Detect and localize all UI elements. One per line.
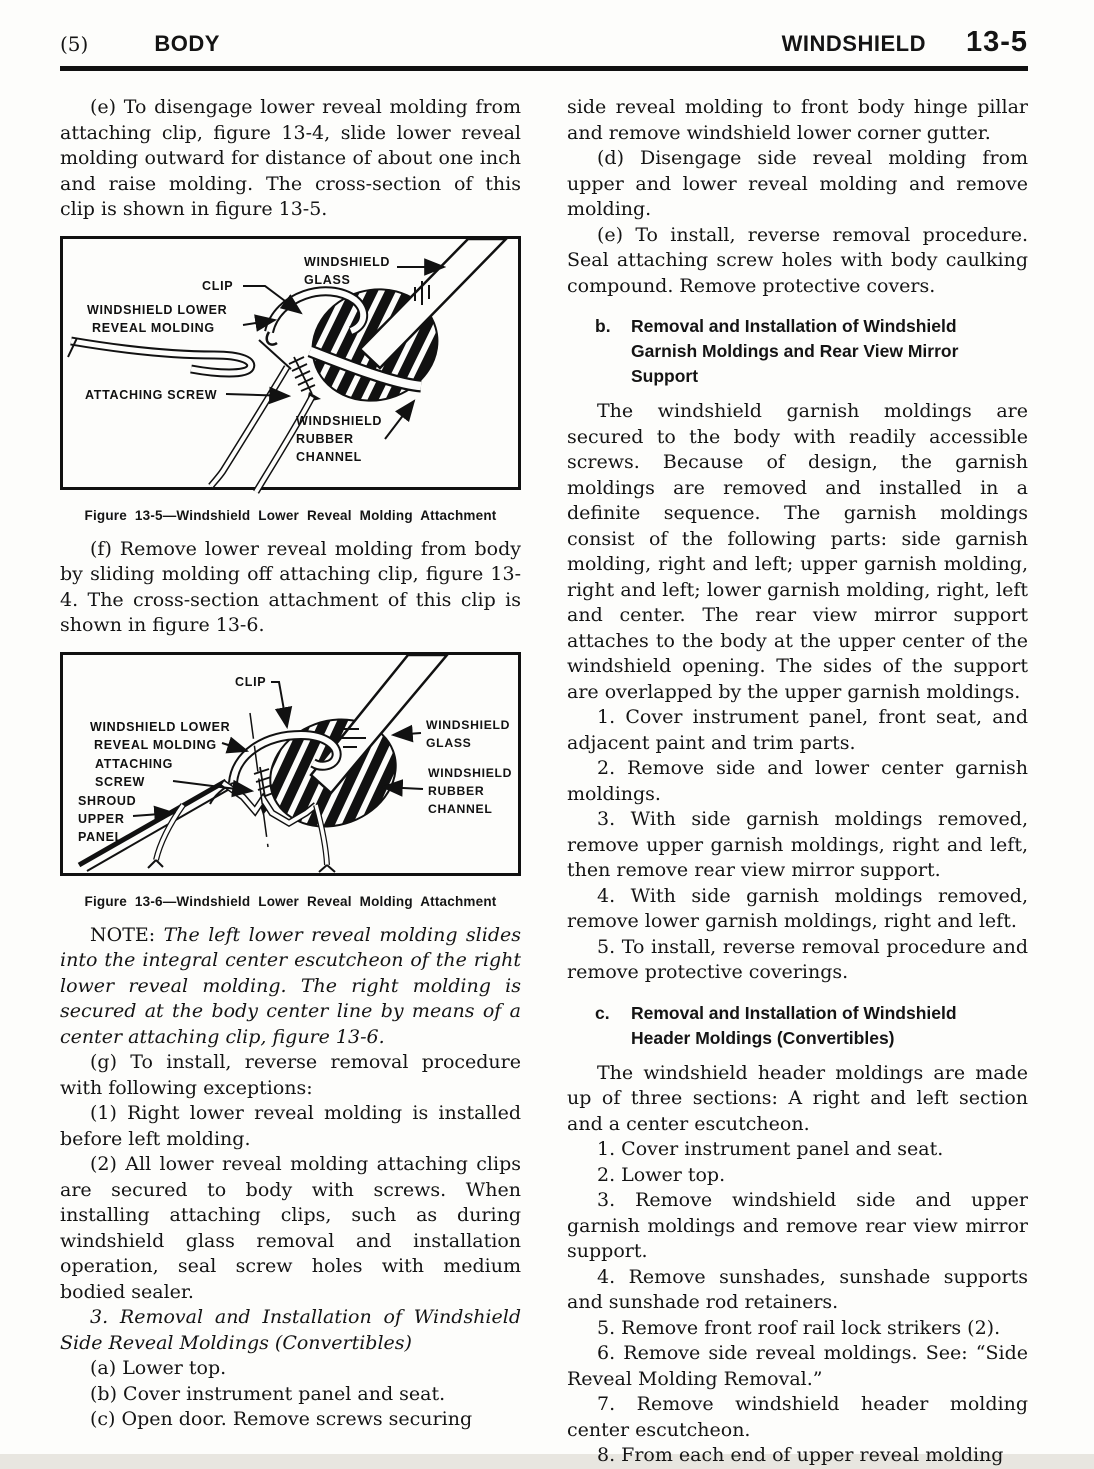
page-marker: (5)	[60, 32, 89, 56]
garnish-step-5: 5. To install, reverse removal procedure and remove protective coverings.	[567, 935, 1028, 983]
shroud-panel-label-2: UPPER	[78, 811, 125, 826]
heading-b-letter: b.	[595, 316, 611, 336]
garnish-step-1: 1. Cover instrument panel, front seat, and adjacent paint and trim parts.	[567, 706, 1028, 754]
reveal-molding-label-2: REVEAL MOLDING	[92, 320, 215, 335]
heading-c-letter: c.	[595, 1002, 610, 1023]
paragraph-header-intro: The windshield header moldings are made up of three sections: A right and left section and a center escutcheon.	[567, 1061, 1028, 1135]
heading-c-title: Removal and Installation of Windshield Header Moldings (Convertibles)	[631, 1002, 957, 1048]
molding-leader-arrow	[222, 743, 247, 751]
page-header	[60, 26, 1028, 59]
paragraph-continuation: side reveal molding to front body hinge pillar and remove windshield lower corner gutter.	[567, 96, 1028, 144]
step-c: (c) Open door. Remove screws securing	[90, 1408, 473, 1430]
note-paragraph	[60, 923, 521, 1051]
note-text: The left lower reveal molding slides into the integral center escutcheon of the right lower reveal molding. The right molding is secured at the body center line by means of a center attaching clip, figure 13-6.	[60, 923, 521, 1048]
header-step-4: 4. Remove sunshades, sunshade supports and sunshade rod retainers.	[567, 1265, 1028, 1313]
header-step-7: 7. Remove windshield header molding center escutcheon.	[567, 1393, 1028, 1441]
heading-side-reveal-moldings: 3. Removal and Installation of Windshield Side Reveal Moldings (Convertibles)	[60, 1306, 521, 1354]
glass-leader-arrow	[393, 733, 421, 735]
attaching-screw-label: ATTACHING	[95, 756, 174, 771]
header-step-3: 3. Remove windshield side and upper garnish moldings and remove rear view mirror support.	[567, 1189, 1028, 1262]
clip-leader-arrow	[271, 682, 287, 727]
clip-label: CLIP	[235, 674, 267, 689]
figure-13-6-caption: Figure 13-6—Windshield Lower Reveal Molding Attachment	[84, 893, 497, 909]
heading-header-moldings	[567, 1001, 1028, 1051]
rubber-channel-label: WINDSHIELD	[296, 413, 383, 428]
paragraph-e2: (e) To install, reverse removal procedure. Seal attaching screw holes with body caulking compound. Remove protective covers.	[567, 223, 1028, 297]
attaching-screw-label: ATTACHING SCREW	[85, 387, 218, 402]
paragraph-g: (g) To install, reverse removal procedure with following exceptions:	[60, 1051, 521, 1099]
shroud-panel-label-3: PANEL	[78, 829, 123, 844]
paragraph-g1: (1) Right lower reveal molding is installed before left molding.	[60, 1102, 521, 1150]
windshield-glass-label-2: GLASS	[304, 272, 351, 287]
windshield-glass-label: WINDSHIELD	[426, 717, 511, 732]
rubber-channel-label-2: RUBBER	[296, 431, 354, 446]
figure-13-5-drawing	[63, 239, 518, 487]
paragraph-d: (d) Disengage side reveal molding from upper and lower reveal molding and remove molding.	[567, 147, 1028, 220]
attaching-screw-shape	[289, 357, 315, 394]
garnish-step-3: 3. With side garnish moldings removed, remove upper garnish moldings, right and left, then remove rear view mirror support.	[567, 808, 1028, 881]
header-step-5: 5. Remove front roof rail lock strikers (2).	[597, 1316, 1001, 1339]
header-step-8: 8. From each end of upper reveal molding	[597, 1444, 1004, 1466]
garnish-step-4: 4. With side garnish moldings removed, remove lower garnish moldings, right and left.	[567, 884, 1028, 932]
step-b: (b) Cover instrument panel and seat.	[90, 1382, 446, 1405]
reveal-molding-label: WINDSHIELD LOWER	[90, 719, 231, 734]
figure-13-6	[60, 652, 521, 876]
left-column	[60, 95, 521, 1469]
screw-leader-arrow	[226, 394, 289, 396]
figure-13-5-caption: Figure 13-5—Windshield Lower Reveal Molding Attachment	[84, 507, 497, 523]
garnish-step-2: 2. Remove side and lower center garnish moldings.	[567, 757, 1028, 805]
heading-garnish-moldings	[567, 314, 1028, 389]
attaching-screw-label-2: SCREW	[95, 774, 146, 789]
windshield-glass-label-2: GLASS	[426, 735, 472, 750]
rubber-channel-label-3: CHANNEL	[296, 449, 363, 464]
paragraph-e: (e) To disengage lower reveal molding from attaching clip, figure 13-4, slide lower reveal molding outward for distance of about one inch and raise molding. The cross-section of this clip is shown in figure 13-5.	[60, 96, 521, 220]
channel-leader-arrow	[385, 401, 414, 439]
figure-13-6-drawing	[63, 655, 518, 873]
reveal-molding-label: WINDSHIELD LOWER	[87, 302, 228, 317]
reveal-molding-label-2: REVEAL MOLDING	[94, 737, 217, 752]
page-number: 13-5	[965, 26, 1028, 58]
clip-label: CLIP	[202, 278, 234, 293]
note-label: NOTE:	[90, 923, 156, 946]
chapter-title: WINDSHIELD	[781, 31, 926, 56]
step-a: (a) Lower top.	[90, 1357, 227, 1379]
header-step-6: 6. Remove side reveal moldings. See: “Side Reveal Molding Removal.”	[567, 1342, 1028, 1390]
two-column-layout	[60, 95, 1028, 1469]
heading-b-title: Removal and Installation of Windshield Garnish Moldings and Rear View Mirror Support	[631, 316, 959, 386]
header-step-2: 2. Lower top.	[597, 1163, 726, 1186]
rubber-channel-label-3: CHANNEL	[428, 801, 493, 816]
figure-13-5	[60, 236, 521, 490]
shroud-panel-label: SHROUD	[78, 793, 137, 808]
paragraph-f: (f) Remove lower reveal molding from body by sliding molding off attaching clip, figure 13-4. The cross-section attachment of this clip is shown in figure 13-6.	[60, 537, 521, 636]
rubber-channel-label-2: RUBBER	[428, 783, 485, 798]
paragraph-g2: (2) All lower reveal molding attaching clips are secured to body with screws. When installing attaching clips, such as during windshield glass removal and installation operation, seal screw holes with medium bodied sealer.	[60, 1153, 521, 1303]
paragraph-garnish-intro: The windshield garnish moldings are secured to the body with readily accessible screws. Because of design, the garnish moldings are removed and installed in a definite sequence. The garnish moldings consist of the following parts: side garnish molding, right and left; upper garnish molding, right and left; lower garnish molding, right, left and center. The rear view mirror support attaches to the body at the upper center of the windshield opening. The sides of the support are overlapped by the upper garnish moldings.	[567, 400, 1028, 703]
windshield-glass-label: WINDSHIELD	[304, 254, 391, 269]
right-column	[567, 95, 1028, 1469]
rubber-channel-label: WINDSHIELD	[428, 765, 513, 780]
header-step-1: 1. Cover instrument panel and seat.	[597, 1138, 944, 1160]
section-title: BODY	[154, 31, 220, 56]
header-rule	[60, 66, 1028, 71]
